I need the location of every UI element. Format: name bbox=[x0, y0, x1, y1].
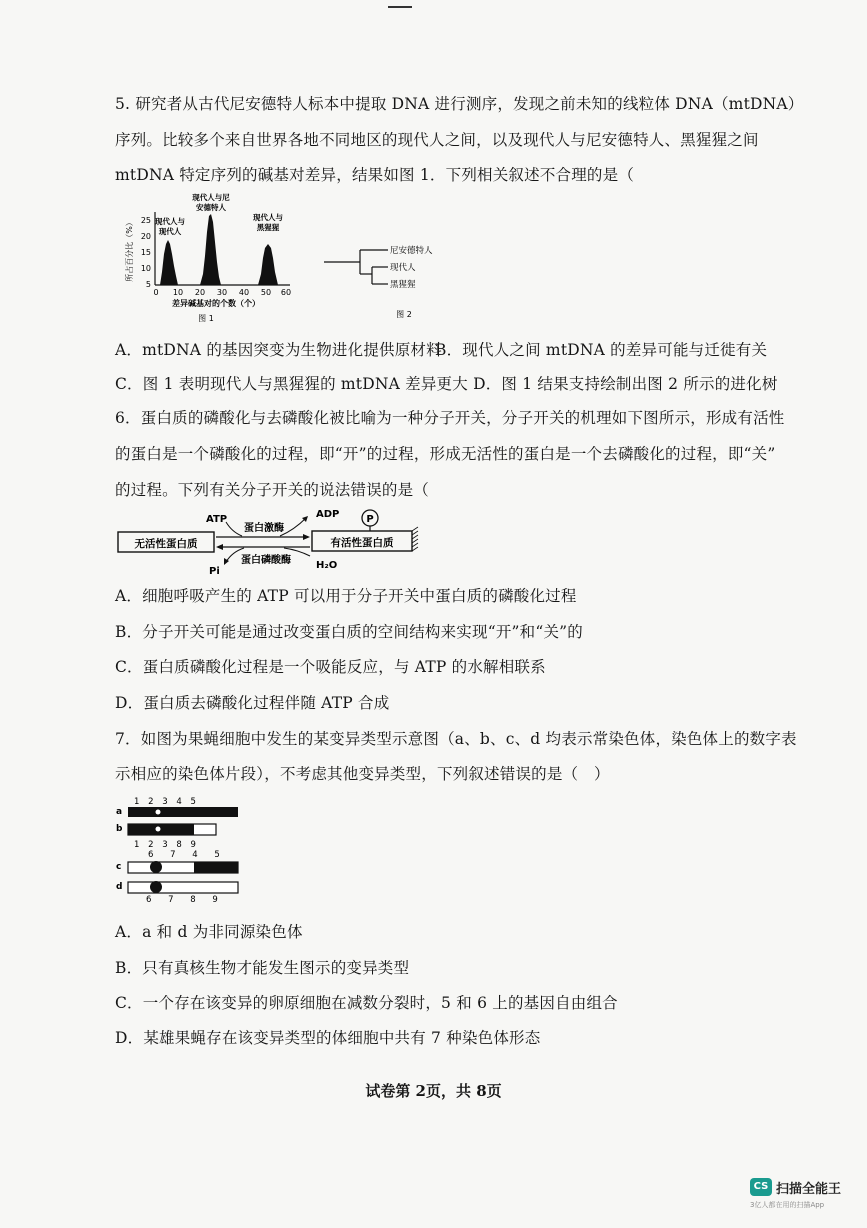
atp-label: ATP bbox=[206, 514, 228, 525]
q7-option-a: A．a 和 d 为非同源染色体 bbox=[115, 923, 303, 941]
h2o-label: H₂O bbox=[316, 560, 338, 571]
phosphatase-label: 蛋白磷酸酶 bbox=[241, 555, 291, 566]
q6-option-a: A．细胞呼吸产生的 ATP 可以用于分子开关中蛋白质的磷酸化过程 bbox=[115, 587, 577, 605]
page-footer: 试卷第 2页，共 8页 bbox=[365, 1082, 502, 1100]
fig1-xtick: 30 bbox=[216, 288, 228, 297]
fig1-peak-modern-neanderthal bbox=[200, 214, 221, 285]
chrom-num-row-c: 6 7 4 5 bbox=[148, 850, 220, 860]
q5-option-cd: C．图 1 表明现代人与黑猩猩的 mtDNA 差异更大 D．图 1 结果支持绘制出图 2 所示的进化树 bbox=[115, 375, 778, 393]
fig1-peak-label: 现代人与 bbox=[253, 213, 283, 222]
chromosome-d bbox=[128, 882, 238, 893]
chrom-num-row-d: 6 7 8 9 bbox=[146, 895, 218, 905]
q7-text-line2: 示相应的染色体片段），不考虑其他变异类型，下列叙述错误的是（ ） bbox=[115, 765, 610, 783]
fig1-ytick: 15 bbox=[140, 248, 151, 257]
fig1-peak-modern-modern bbox=[160, 240, 178, 285]
fig1-xtick: 40 bbox=[238, 288, 250, 297]
q6-option-b: B．分子开关可能是通过改变蛋白质的空间结构来实现“开”和“关”的 bbox=[115, 623, 583, 641]
fig2-leaf: 黑猩猩 bbox=[390, 280, 416, 290]
fig1-xlabel: 差异碱基对的个数（个） bbox=[172, 299, 260, 308]
q5-figure2-tree bbox=[324, 238, 444, 324]
phosphate-label: P bbox=[366, 514, 374, 525]
fig1-xtick: 50 bbox=[260, 288, 272, 297]
camscanner-logo-icon: CS bbox=[750, 1178, 772, 1196]
fig1-peak-modern-chimp bbox=[258, 244, 278, 285]
fig1-xtick: 20 bbox=[194, 288, 206, 297]
inactive-protein-label: 无活性蛋白质 bbox=[134, 538, 198, 550]
q6-option-c: C．蛋白质磷酸化过程是一个吸能反应，与 ATP 的水解相联系 bbox=[115, 658, 546, 676]
fig2-leaf: 尼安德特人 bbox=[390, 246, 433, 256]
chromosome-a bbox=[128, 807, 238, 817]
pi-label: Pi bbox=[209, 566, 220, 576]
fig1-peak-label: 安德特人 bbox=[196, 203, 226, 212]
q5-option-a: A．mtDNA 的基因突变为生物进化提供原材料 bbox=[115, 341, 442, 359]
fig1-peak-label: 现代人与尼 bbox=[192, 193, 230, 202]
q6-molecular-switch-diagram bbox=[114, 504, 434, 576]
q6-option-d: D．蛋白质去磷酸化过程伴随 ATP 合成 bbox=[115, 694, 390, 712]
fig1-peak-label: 现代人与 bbox=[155, 217, 185, 226]
q5-text-line3: mtDNA 特定序列的碱基对差异，结果如图 1．下列相关叙述不合理的是（ bbox=[115, 166, 635, 184]
fig1-caption: 图 1 bbox=[198, 314, 214, 323]
kinase-label: 蛋白激酶 bbox=[244, 523, 284, 534]
fig1-ytick: 20 bbox=[140, 232, 151, 241]
chrom-label-b: b bbox=[116, 824, 123, 834]
chrom-label-a: a bbox=[116, 807, 123, 817]
adp-label: ADP bbox=[316, 509, 340, 520]
brand-tagline: 3亿人都在用的扫描App bbox=[750, 1201, 825, 1209]
fig1-ytick: 25 bbox=[140, 216, 151, 225]
q7-option-d: D．某雄果蝇存在该变异类型的体细胞中共有 7 种染色体形态 bbox=[115, 1029, 541, 1047]
chrom-num-row-a: 1 2 3 4 5 bbox=[134, 797, 196, 807]
q5-text-line2: 序列。比较多个来自世界各地不同地区的现代人之间，以及现代人与尼安德特人、黑猩猩之间 bbox=[115, 131, 759, 149]
fig1-xtick: 10 bbox=[172, 288, 184, 297]
chrom-num-row-b: 1 2 3 8 9 bbox=[134, 840, 196, 850]
brand-name: 扫描全能王 bbox=[776, 1182, 842, 1197]
q5-figure1-histogram bbox=[118, 192, 318, 324]
q7-option-b: B．只有真核生物才能发生图示的变异类型 bbox=[115, 959, 410, 977]
fig1-xtick: 60 bbox=[280, 288, 292, 297]
chrom-label-c: c bbox=[116, 862, 122, 872]
q6-text-line3: 的过程。下列有关分子开关的说法错误的是（ bbox=[115, 481, 430, 499]
q5-text-line1: 5. 研究者从古代尼安德特人标本中提取 DNA 进行测序，发现之前未知的线粒体 DNA（mtDNA） bbox=[115, 95, 804, 113]
active-protein-label: 有活性蛋白质 bbox=[330, 537, 394, 549]
top-rule bbox=[388, 6, 412, 8]
fig2-leaf: 现代人 bbox=[390, 263, 416, 273]
chrom-label-d: d bbox=[116, 882, 123, 892]
fig1-ytick: 5 bbox=[145, 280, 151, 289]
q6-text-line2: 的蛋白是一个磷酸化的过程，即“开”的过程，形成无活性的蛋白是一个去磷酸化的过程，即“关” bbox=[115, 445, 776, 463]
fig1-peak-label: 现代人 bbox=[158, 227, 182, 236]
q5-option-b: B．现代人之间 mtDNA 的差异可能与迁徙有关 bbox=[435, 341, 768, 359]
q7-chromosome-diagram bbox=[114, 794, 254, 906]
fig1-peak-label: 黑猩猩 bbox=[256, 223, 280, 232]
fig1-ytick: 10 bbox=[140, 264, 151, 273]
fig2-caption: 图 2 bbox=[396, 310, 412, 319]
q6-text-line1: 6．蛋白质的磷酸化与去磷酸化被比喻为一种分子开关，分子开关的机理如下图所示，形成有活性 bbox=[115, 409, 785, 427]
fig1-xtick: 0 bbox=[153, 288, 159, 297]
fig1-ylabel: 所占百分比（%） bbox=[125, 218, 134, 282]
q7-text-line1: 7．如图为果蝇细胞中发生的某变异类型示意图（a、b、c、d 均表示常染色体，染色体上的数字表 bbox=[115, 730, 797, 748]
q7-option-c: C．一个存在该变异的卵原细胞在减数分裂时，5 和 6 上的基因自由组合 bbox=[115, 994, 618, 1012]
